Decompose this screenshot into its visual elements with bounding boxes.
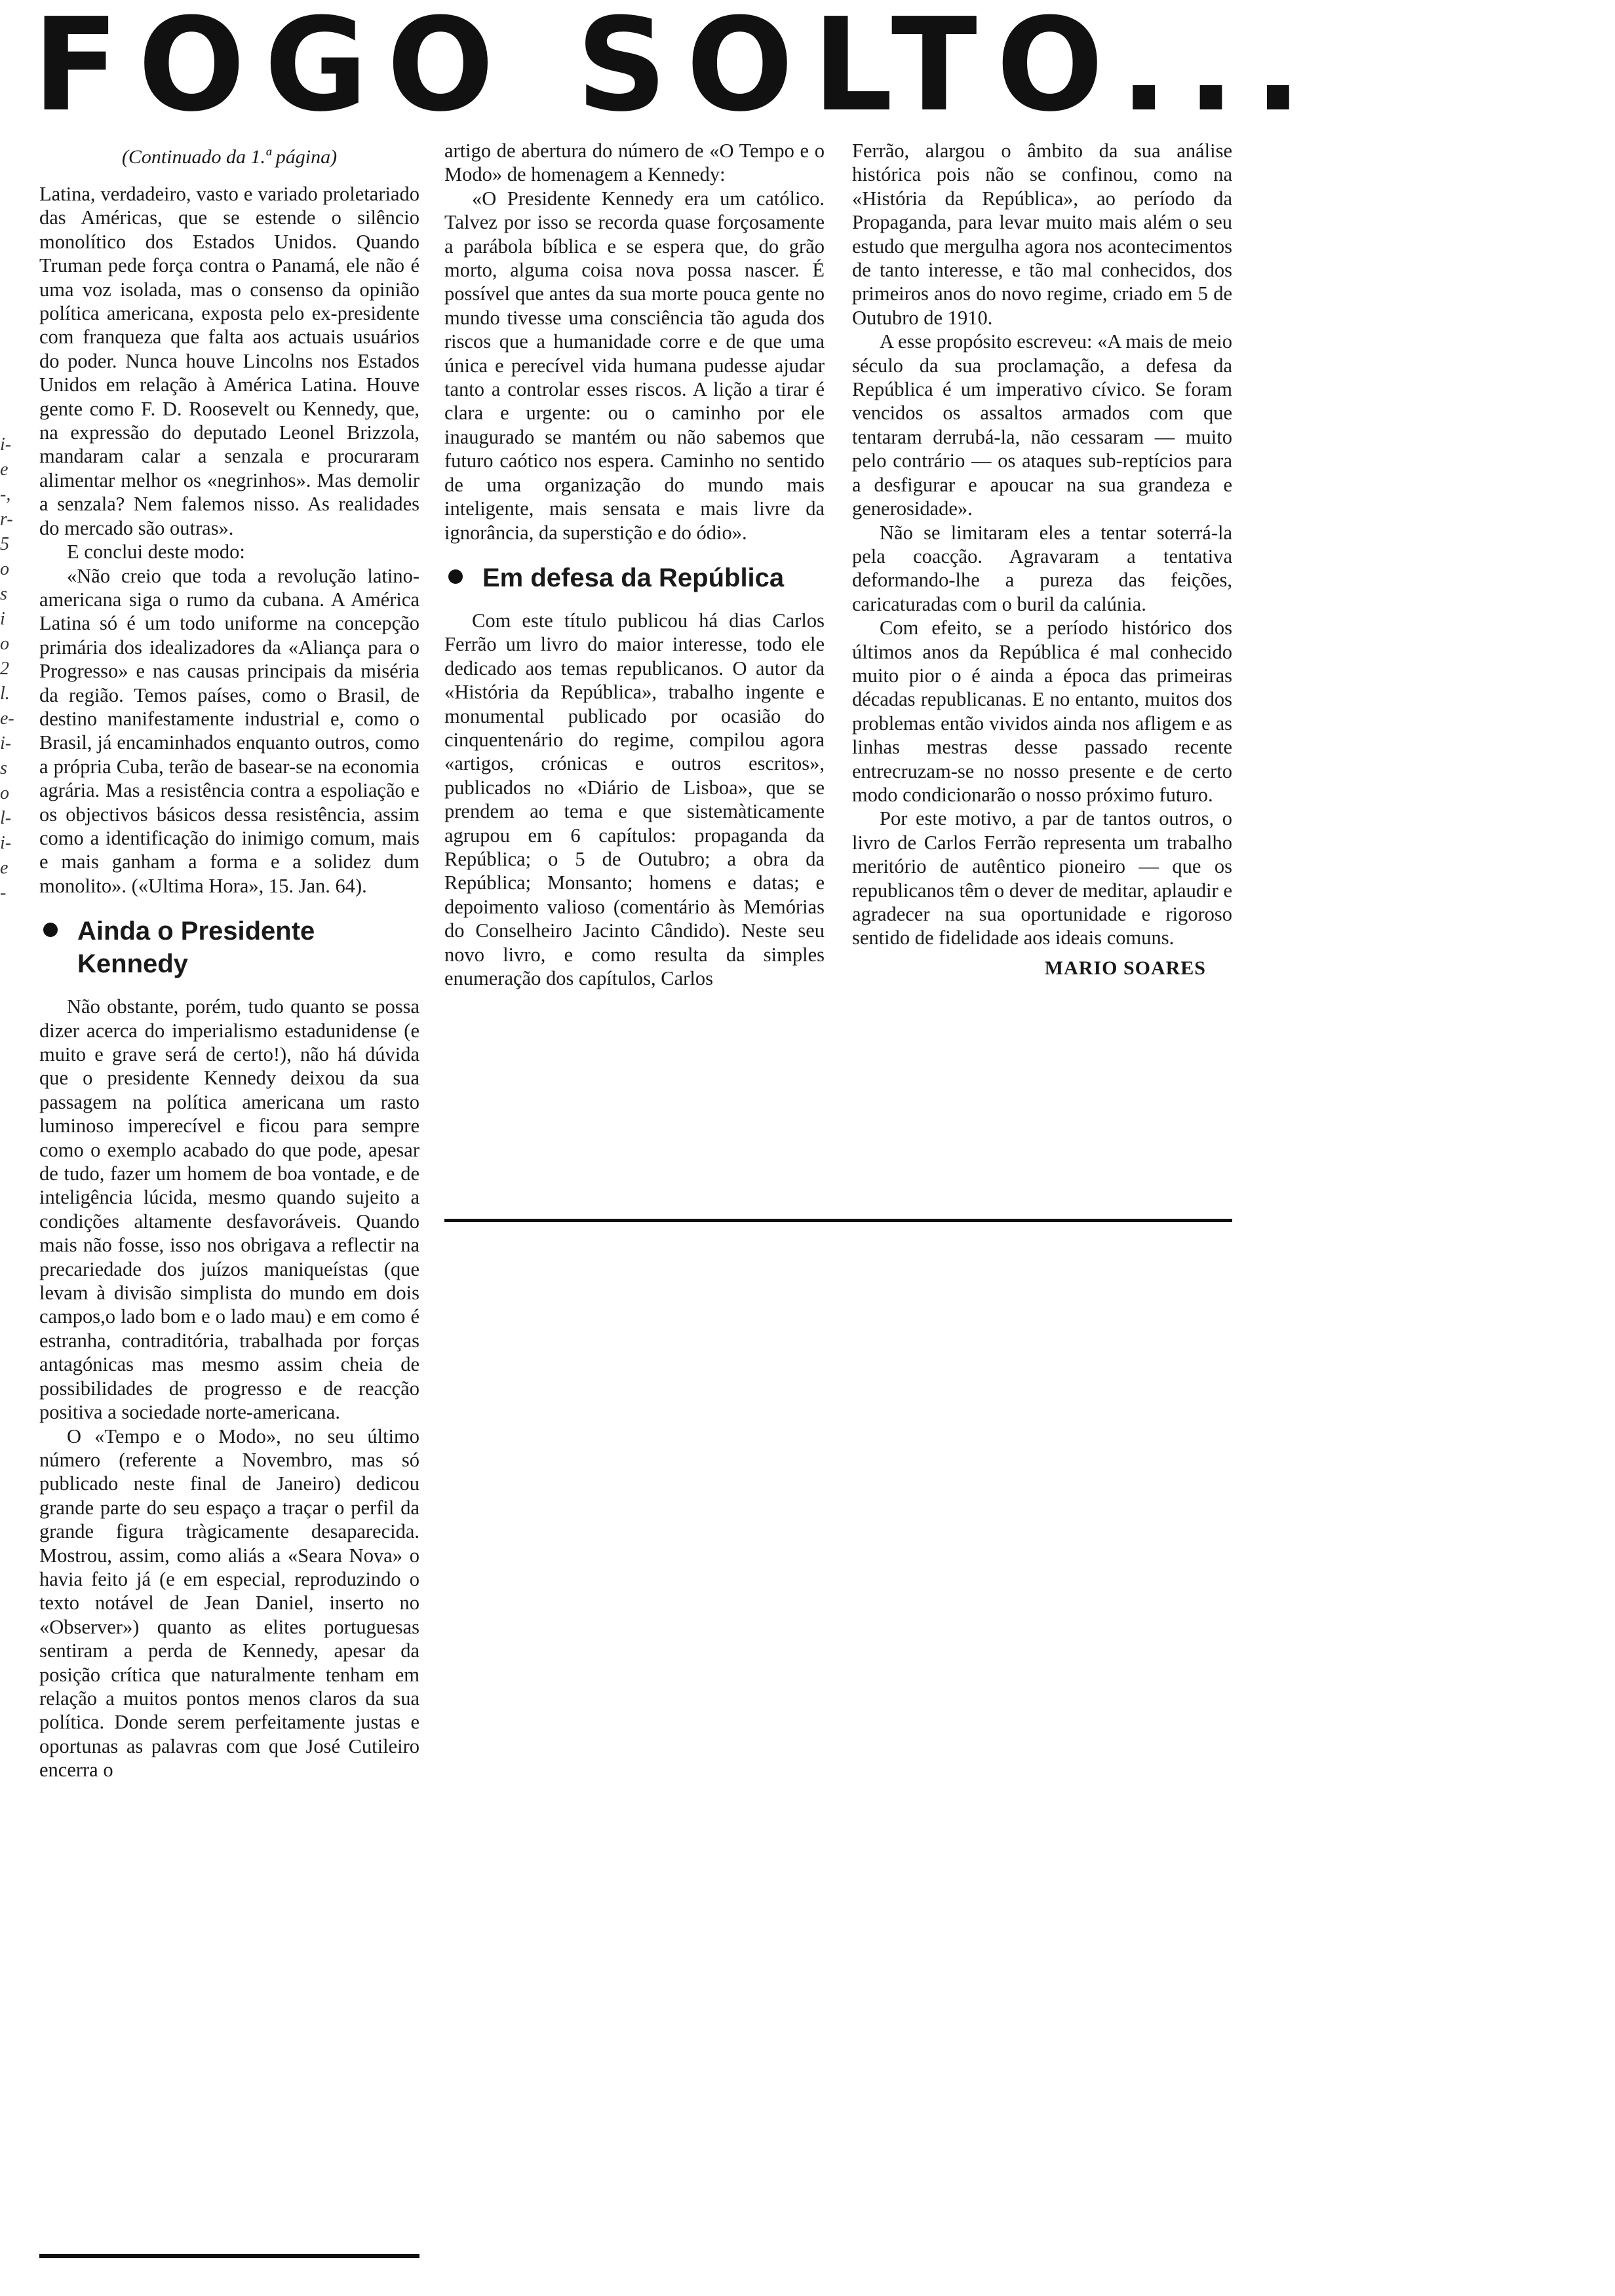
- headline: FOGO SOLTO...: [33, 0, 1321, 140]
- paragraph: Não se limitaram eles a tentar soterrá-la pela coacção. Agravaram a tentativa deformando-lhe a pureza das feições, caricaturadas com o buril da calúnia.: [852, 521, 1232, 615]
- margin-fragment: s: [0, 758, 7, 778]
- margin-fragment: e: [0, 858, 9, 878]
- margin-fragment: i-: [0, 833, 12, 853]
- margin-fragment: l-: [0, 808, 12, 828]
- margin-fragment: i-: [0, 733, 12, 754]
- paragraph: artigo de abertura do número de «O Tempo e o Modo» de homenagem a Kennedy:: [444, 140, 825, 186]
- margin-fragment: e-: [0, 708, 14, 729]
- margin-fragment: 5: [0, 534, 9, 554]
- margin-fragment: o: [0, 634, 9, 654]
- margin-fragment: i-: [0, 434, 12, 455]
- paragraph: Latina, verdadeiro, vasto e variado proletariado das Américas, que se estende o silêncio monolítico dos Estados Unidos. Quando Truman pede força contra o Panamá, ele não é uma voz isolada, mas o consenso da opinião política americana, exposta pelo ex-presidente com franqueza que falta aos actuais usuários do poder. Nunca houve Lincolns nos Estados Unidos em relação à América Latina. Houve gente como F. D. Roosevelt ou Kennedy, que, na expressão do deputado Leonel Brizzola, mandaram calar a senzala e procuraram alimentar melhor os «negrinhos». Mas demolir a senzala? Nem falemos nisso. As realidades do mercado são outras».: [39, 183, 419, 539]
- margin-fragment: i: [0, 609, 5, 629]
- margin-fragments: [0, 432, 28, 906]
- margin-fragment: r-: [0, 509, 13, 529]
- paragraph: Com efeito, se a período histórico dos últimos anos da República é mal conhecido muito pior o é ainda a época das primeiras décadas republicanas. E no entanto, muitos dos problemas então vividos ainda nos afligem e as linhas mestras desse passado recente entrecruzam-se no nosso presente e de certo modo condicionarão o nosso próximo futuro.: [852, 617, 1232, 806]
- section-heading-text: Ainda o Presidente Kennedy: [77, 917, 315, 979]
- column-1: [39, 139, 419, 1782]
- paragraph: «O Presidente Kennedy era um católico. Talvez por isso se recorda quase forçosamente a parábola bíblica e se espera que, do grão morto, alguma coisa nova possa nascer. É possível que antes da sua morte pouca gente no mundo tivesse uma consciência tão aguda dos riscos que a humanidade corre e de que uma única e perecível vida humana pudesse ajudar tanto a controlar esses riscos. A lição a tirar é clara e urgente: ou o caminho por ele inaugurado se mantém ou não sabemos que futuro caótico nos espera. Caminho no sentido de uma organização do mundo mais inteligente, mais sensata e mais livre da ignorância, da superstição e do ódio».: [444, 187, 825, 544]
- bullet-icon: [448, 569, 463, 584]
- margin-fragment: o: [0, 783, 9, 803]
- section-heading-text: Em defesa da República: [482, 563, 785, 592]
- margin-fragment: -,: [0, 484, 11, 505]
- section-heading: [444, 562, 825, 594]
- paragraph: Ferrão, alargou o âmbito da sua análise histórica pois não se confinou, como na «História da República», ao período da Propaganda, para levar muito mais além o seu estudo que mergulha agora nos acontecimentos de tanto interesse, e tão mal conhecidos, dos primeiros anos do novo regime, criado em 5 de Outubro de 1910.: [852, 140, 1232, 329]
- paragraph: «Não creio que toda a revolução latino-americana siga o rumo da cubana. A América Latina só é um todo uniforme na concepção primária dos idealizadores da «Aliança para o Progresso» e nas causas principais da miséria da região. Temos países, como o Brasil, de destino manifestamente industrial e, como o Brasil, já encaminhados enquanto outros, como a própria Cuba, terão de basear-se na economia agrária. Mas a resistência contra a espoliação e os objectivos básicos dessa resistência, assim como a identificação do inimigo comum, mais e mais ganham a forma e a solidez dum monolito». («Ultima Hora», 15. Jan. 64).: [39, 564, 419, 897]
- continued-note: (Continuado da 1.ª página): [121, 146, 338, 168]
- paragraph: O «Tempo e o Modo», no seu último número (referente a Novembro, mas só publicado neste final de Janeiro) dedicou grande parte do seu espaço a traçar o perfil da grande figura tràgicamente desaparecida. Mostrou, assim, como aliás a «Seara Nova» o havia feito já (e em especial, reproduzindo o texto notável de Jean Daniel, inserto no «Observer») quanto as elites portuguesas sentiram a perda de Kennedy, apesar da posição crítica que naturalmente tenham em relação a muitos pontos menos claros da sua política. Donde serem perfeitamente justas e oportunas as palavras com que José Cutileiro encerra o: [39, 1425, 419, 1782]
- margin-fragment: o: [0, 559, 9, 579]
- section-heading: [39, 915, 419, 980]
- paragraph: A esse propósito escreveu: «A mais de meio século da sua proclamação, a defesa da República é um imperativo cívico. Se foram vencidos os assaltos armados com que tentaram derrubá-la, não cessaram — muito pelo contrário — os ataques sub-reptícios para a desfigurar e apoucar na sua grandeza e generosidade».: [852, 330, 1232, 520]
- author-signature: MARIO SOARES: [1044, 957, 1206, 979]
- column-3: [852, 139, 1232, 980]
- divider-rule: [444, 1219, 1232, 1222]
- margin-fragment: l.: [0, 683, 10, 704]
- bullet-icon: [43, 923, 58, 937]
- divider-rule: [39, 2254, 419, 2258]
- margin-fragment: -: [0, 883, 7, 903]
- paragraph: Por este motivo, a par de tantos outros, o livro de Carlos Ferrão representa um trabalho meritório de autêntico pioneiro — que os republicanos têm o dever de meditar, aplaudir e agradecer na sua oportunidade e rigoroso sentido de fidelidade aos ideais comuns.: [852, 807, 1232, 949]
- margin-fragment: s: [0, 584, 7, 604]
- column-2: [444, 139, 825, 990]
- paragraph: E conclui deste modo:: [67, 541, 245, 564]
- margin-fragment: 2: [0, 659, 9, 679]
- paragraph: Com este título publicou há dias Carlos Ferrão um livro do maior interesse, todo ele dedicado aos temas republicanos. O autor da «História da República», trabalho ingente e monumental publicado por ocasião do cinquentenário do regime, compilou agora «artigos, crónicas e outros escritos», publicados no «Diário de Lisboa», que se prendem ao tema e que sistemàticamente agrupou em 6 capítulos: propaganda da República; o 5 de Outubro; a obra da República; Monsanto; homens e datas; e depoimento valioso (comentário às Memórias do Conselheiro Jacinto Cândido). Neste seu novo livro, e como resulta da simples enumeração dos capítulos, Carlos: [444, 609, 825, 989]
- paragraph: Não obstante, porém, tudo quanto se possa dizer acerca do imperialismo estadunidense (e muito e grave será de certo!), não há dúvida que o presidente Kennedy deixou da sua passagem na política americana um rasto luminoso imperecível e ficou para sempre como o exemplo acabado do que pode, apesar de tudo, fazer um homem de boa vontade, e de inteligência lúcida, mesmo quando sujeito a condições altamente desfavoráveis. Quando mais não fosse, isso nos obrigava a reflectir na precariedade dos juízos maniqueístas (que levam à divisão simplista do mundo em dois campos,o lado bom e o lado mau) e em como é estranha, contraditória, trabalhada por forças antagónicas mas mesmo assim cheia de possibilidades de progresso e de reacção positiva a sociedade norte-americana.: [39, 995, 419, 1424]
- margin-fragment: e: [0, 459, 9, 480]
